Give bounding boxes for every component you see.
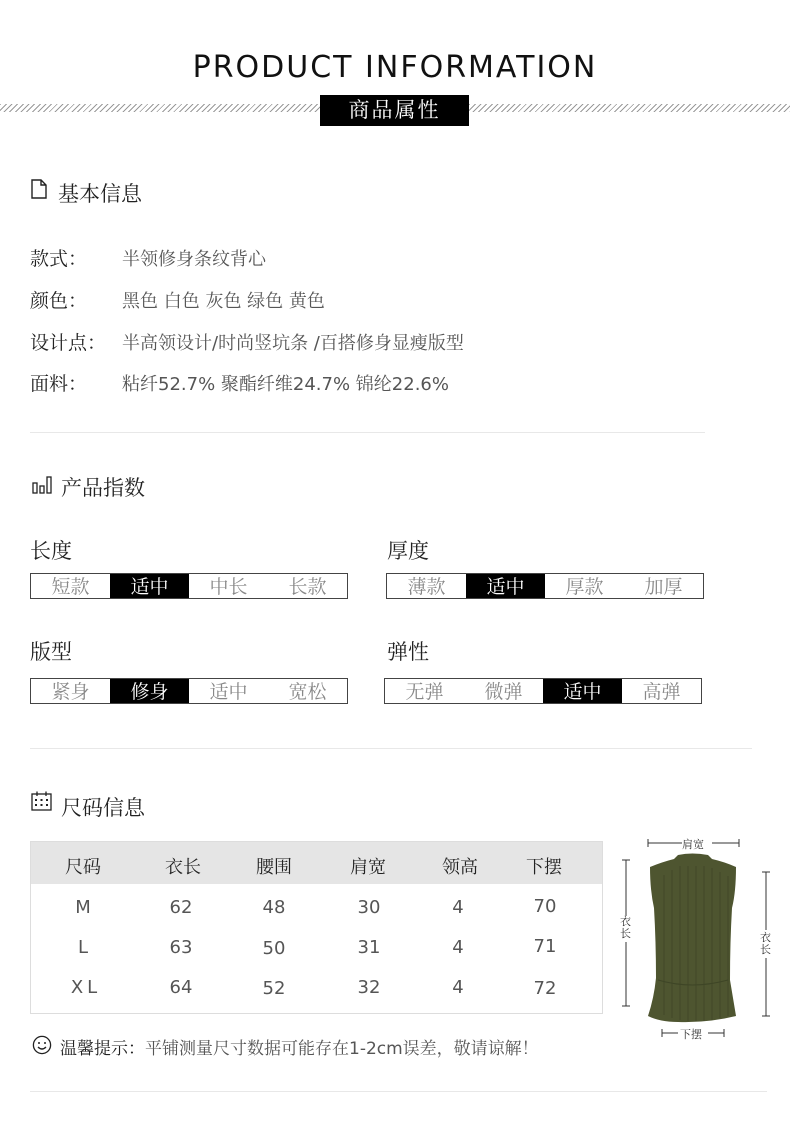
fit-bar bbox=[30, 678, 348, 704]
table-cell: 48 bbox=[262, 897, 286, 918]
fabric-label: 面料： bbox=[30, 373, 88, 395]
size-heading: 尺码信息 bbox=[61, 796, 145, 820]
table-cell: 30 bbox=[357, 897, 381, 918]
table-cell: 4 bbox=[452, 897, 464, 918]
page-title-en: PRODUCT INFORMATION bbox=[192, 50, 598, 85]
table-header-cell: 衣长 bbox=[165, 857, 201, 878]
table-cell: XL bbox=[70, 977, 102, 998]
elasticity-option: 高弹 bbox=[642, 681, 681, 703]
tip-text: 平铺测量尺寸数据可能存在1-2cm误差，敬请谅解！ bbox=[145, 1039, 539, 1059]
divider bbox=[30, 1091, 767, 1092]
smiley-icon bbox=[32, 1035, 52, 1059]
size-table bbox=[30, 841, 603, 1014]
thickness-title: 厚度 bbox=[387, 539, 429, 563]
document-icon bbox=[31, 179, 47, 203]
indices-heading: 产品指数 bbox=[61, 476, 145, 500]
table-cell: L bbox=[77, 937, 89, 958]
length-bar bbox=[30, 573, 348, 599]
color-value: 黑色 白色 灰色 绿色 黄色 bbox=[122, 291, 325, 312]
color-label: 颜色： bbox=[30, 290, 88, 312]
fit-option: 适中 bbox=[209, 681, 248, 703]
garment-diagram bbox=[612, 830, 784, 1045]
title-hatch-right bbox=[469, 104, 790, 112]
elasticity-option: 无弹 bbox=[405, 681, 444, 703]
length-option: 短款 bbox=[51, 576, 90, 598]
fabric-value: 粘纤52.7% 聚酯纤维24.7% 锦纶22.6% bbox=[122, 374, 449, 395]
table-cell: 32 bbox=[357, 977, 381, 998]
style-label: 款式： bbox=[30, 248, 88, 270]
table-header-cell: 腰围 bbox=[256, 857, 292, 878]
fit-option: 修身 bbox=[110, 679, 189, 703]
table-cell: 70 bbox=[533, 896, 557, 917]
table-header-cell: 下摆 bbox=[526, 857, 562, 878]
fit-option: 紧身 bbox=[51, 681, 90, 703]
divider bbox=[30, 432, 705, 433]
bar-chart-icon bbox=[32, 474, 52, 498]
elasticity-title: 弹性 bbox=[387, 640, 429, 664]
thickness-bar bbox=[386, 573, 704, 599]
table-header-cell: 尺码 bbox=[65, 857, 101, 878]
page-title-cn: 商品属性 bbox=[320, 95, 469, 126]
basic-info-heading: 基本信息 bbox=[58, 182, 142, 206]
table-cell: 52 bbox=[262, 978, 286, 999]
thickness-option: 薄款 bbox=[407, 576, 446, 598]
fit-option: 宽松 bbox=[288, 681, 327, 703]
tip-label: 温馨提示： bbox=[60, 1039, 145, 1059]
elasticity-option: 微弹 bbox=[484, 681, 523, 703]
thickness-option: 适中 bbox=[466, 574, 545, 598]
table-cell: 72 bbox=[533, 978, 557, 999]
table-cell: 62 bbox=[169, 897, 193, 918]
table-cell: 50 bbox=[262, 938, 286, 959]
table-cell: 64 bbox=[169, 977, 193, 998]
table-cell: 31 bbox=[357, 937, 381, 958]
length-option: 中长 bbox=[209, 576, 248, 598]
table-cell: 71 bbox=[533, 936, 557, 957]
design-label: 设计点： bbox=[30, 332, 107, 354]
length-label: 衣长 bbox=[620, 915, 631, 940]
divider bbox=[30, 748, 752, 749]
garment-image bbox=[612, 830, 784, 1045]
length-option: 适中 bbox=[110, 574, 189, 598]
fit-title: 版型 bbox=[30, 640, 72, 664]
tip-note bbox=[60, 1034, 539, 1059]
thickness-option: 加厚 bbox=[644, 576, 683, 598]
shoulder-label: 肩宽 bbox=[682, 838, 704, 851]
title-hatch-left bbox=[0, 104, 320, 112]
table-cell: 4 bbox=[452, 937, 464, 958]
length-option: 长款 bbox=[288, 576, 327, 598]
elasticity-option: 适中 bbox=[543, 679, 622, 703]
table-cell: 63 bbox=[169, 937, 193, 958]
design-value: 半高领设计/时尚竖坑条 /百搭修身显瘦版型 bbox=[122, 333, 464, 354]
length-title: 长度 bbox=[30, 539, 72, 563]
thickness-option: 厚款 bbox=[565, 576, 604, 598]
table-header-cell: 领高 bbox=[442, 857, 478, 878]
hem-label: 下摆 bbox=[680, 1028, 702, 1041]
table-cell: M bbox=[75, 897, 91, 918]
table-header-cell: 肩宽 bbox=[350, 857, 386, 878]
table-cell: 4 bbox=[452, 977, 464, 998]
elasticity-bar bbox=[384, 678, 702, 704]
style-value: 半领修身条纹背心 bbox=[122, 249, 266, 270]
length-label-right: 衣长 bbox=[760, 931, 771, 956]
calendar-icon bbox=[31, 791, 52, 815]
